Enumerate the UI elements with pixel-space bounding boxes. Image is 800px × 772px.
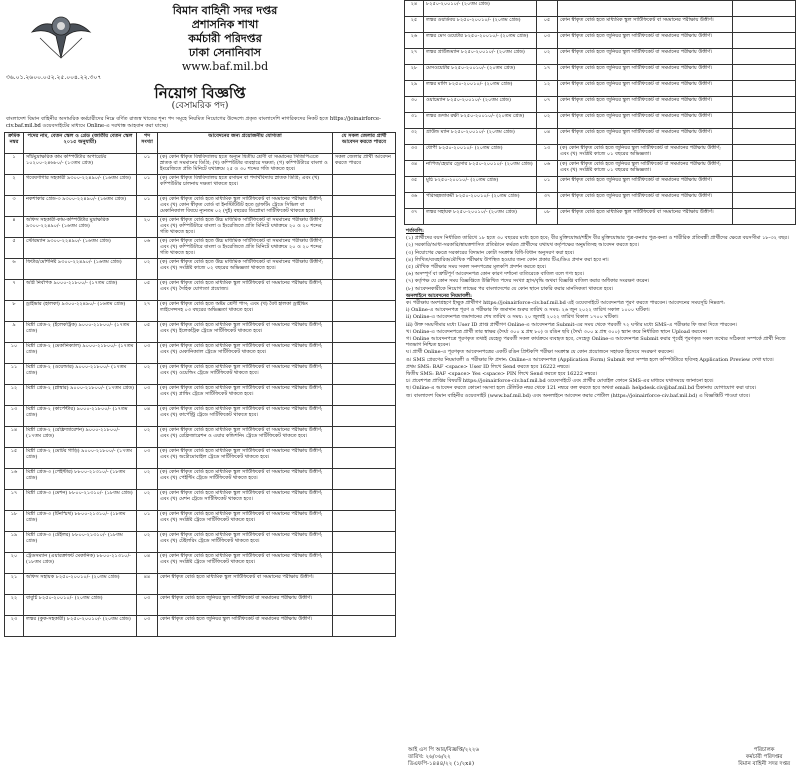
table-row <box>5 427 396 448</box>
cell-qualification: (ক) কোন স্বীকৃত বোর্ড হতে মাধ্যমিক স্কুল সার্টিফিকেট বা সমমানের পরীক্ষায় উত্তীর্ণ; এবং (খ) সংশ্লিষ্ট ট্রেডে সার্টিফিকেট থাকতে হবে। <box>158 553 333 574</box>
cell-district <box>733 81 796 97</box>
table-row <box>5 175 396 196</box>
cell-count: ০২ <box>137 427 158 448</box>
cell-serial: ১৩ <box>5 406 24 427</box>
left-column <box>4 0 396 772</box>
note-item: ii) Online-এ আবেদনপত্র জমাদানের শেষ তারিখ ও সময়: ২০ জুলাই ২০২২ তারিখ বিকাল ১৭০০ ঘটিকা। <box>406 314 619 321</box>
cell-district <box>733 129 796 145</box>
org-website[interactable]: www.baf.mil.bd <box>181 60 269 73</box>
cell-post: স্টোরম্যান ৯৩০০-২২৪৯০/- (১৬তম গ্রেড) <box>24 238 137 259</box>
cell-district <box>333 406 396 427</box>
cell-qualification: (ক) কোন স্বীকৃত বোর্ড হতে মাধ্যমিক স্কুল সার্টিফিকেট বা সমমানের পরীক্ষায় উত্তীর্ণ; এবং (খ) অটোমোবাইল ট্রেডে সার্টিফিকেট থাকতে হবে। <box>158 448 333 469</box>
cell-post: অগ্নি নির্বাপক ৯০০০-২১৮০০/- (১৭তম গ্রেড) <box>24 280 137 301</box>
posts-table-left <box>4 132 396 637</box>
cell-serial: ৩৩ <box>405 145 424 161</box>
cell-post: অফিস সহকারী-কাম-কম্পিউটার মুদ্রাক্ষরিক ৯৩০০-২২৪৯০/- (১৬তম গ্রেড) <box>24 217 137 238</box>
cell-post: গ্রাউন্ড ম্যান ৮২৫০-২০০১০/- (২০তম গ্রেড) <box>424 129 537 145</box>
cell-count: ০১ <box>137 511 158 532</box>
cell-district <box>733 65 796 81</box>
cell-post: লস্কর সহায়ক ৮২৫০-২০০১০/- (২০তম গ্রেড) <box>424 209 537 225</box>
cell-qualification: কোন স্বীকৃত বোর্ড হতে জুনিয়র স্কুল সার্টিফিকেট বা সমমানের পরীক্ষায় উত্তীর্ণ। <box>558 81 733 97</box>
table-row <box>5 553 396 574</box>
reference-line: ডিএফপি-১৪৪৪/২২ (১/২x৪) <box>408 761 474 767</box>
cell-post: মিস্ত্রী গ্রেড-২ (রেফ্রিজারেশন) ৯০০০-২১৮০০/- (১৭তম গ্রেড) <box>24 427 137 448</box>
cell-post: ৮২৫০-২০০১০/- (২০তম গ্রেড) <box>424 1 537 17</box>
cell-post: মিস্ত্রী গ্রেড-২ (ইলেকট্রিক) ৯০০০-২১৮০০/- (১৭তম গ্রেড) <box>24 322 137 343</box>
header-district: যে সকল জেলার প্রার্থী আবেদন করতে পারবে <box>333 133 396 154</box>
table-row <box>405 17 796 33</box>
cell-qualification: (ক) কোন স্বীকৃত বোর্ড হতে মাধ্যমিক স্কুল সার্টিফিকেট বা সমমানের পরীক্ষায় উত্তীর্ণ; এবং (খ) প্লাম্বিং ট্রেডে সার্টিফিকেট থাকতে হবে। <box>158 385 333 406</box>
cell-district <box>733 177 796 193</box>
note-item: (৩) নিয়োগের ক্ষেত্রে সরকারের বিদ্যমান কোটা সংক্রান্ত বিধি-বিধান অনুসরণ করা হবে। <box>406 249 575 256</box>
cell-qualification: (ক) কোন স্বীকৃত বোর্ড হতে মাধ্যমিক স্কুল সার্টিফিকেট বা সমমানের পরীক্ষায় উত্তীর্ণ; এবং (খ) সংশ্লিষ্ট ট্রেডে সার্টিফিকেট থাকতে হবে। <box>158 511 333 532</box>
table-row <box>405 145 796 161</box>
cell-qualification: (ক) কোন স্বীকৃত বিশ্ববিদ্যালয় হতে রসায়ন বা পদার্থবিদ্যায় স্নাতক ডিগ্রি; এবং (খ) কম্পিউটার চালনায় দক্ষতা থাকতে হবে। <box>158 175 333 196</box>
letterhead <box>4 0 396 105</box>
cell-post: লস্কর মালি ৮২৫০-২০০১০/- (২০তম গ্রেড) <box>424 81 537 97</box>
cell-count: ০৬ <box>137 238 158 259</box>
cell-serial: ১৮ <box>5 511 24 532</box>
cell-count: ০১ <box>137 154 158 175</box>
cell-serial: ২৪ <box>405 1 424 17</box>
table-row <box>5 616 396 637</box>
cell-post: মিস্ত্রী গ্রেড-২ (মোটর গাড়ি) ৯০০০-২১৮০০/- (১৭তম গ্রেড) <box>24 448 137 469</box>
note-item: iii) উক্ত সময়সীমার মধ্যে User ID প্রাপ্ত প্রার্থীগণ Online-এ আবেদনপত্র Submit-এর সময় থেকে পরবর্তী ৭২ ঘণ্টার মধ্যে SMS-এ পরীক্ষার ফি জমা দিতে পারবেন। <box>406 321 737 328</box>
table-row <box>5 280 396 301</box>
cell-qualification: কোন স্বীকৃত বোর্ড হতে জুনিয়র স্কুল সার্টিফিকেট বা সমমানের পরীক্ষায় উত্তীর্ণ। <box>558 33 733 49</box>
table-row <box>405 65 796 81</box>
cell-qualification: (ক) কোন স্বীকৃত বোর্ড হতে মাধ্যমিক স্কুল সার্টিফিকেট বা সমমানের পরীক্ষায় উত্তীর্ণ; এবং (খ) রেফ্রিজারেশন ও এয়ার কন্ডিশনিং ট্রেডে সার্টিফিকেট থাকতে হবে। <box>158 427 333 448</box>
cell-serial: ১৯ <box>5 532 24 553</box>
table-row <box>405 177 796 193</box>
cell-serial: ১৭ <box>5 490 24 511</box>
table-row <box>5 196 396 217</box>
cell-qualification: (ক) কোন স্বীকৃত বোর্ড হতে মাধ্যমিক স্কুল সার্টিফিকেট বা সমমানের পরীক্ষায় উত্তীর্ণ; এবং (খ) মেশন ট্রেডে সার্টিফিকেট থাকতে হবে। <box>158 490 333 511</box>
note-item: i) Online-এ আবেদনপত্র পূরণ ও পরীক্ষার ফি জমাদান শুরুর তারিখ ও সময়: ২৬ জুন ২০২২ তারিখ সকাল ১০০০ ঘটিকা। <box>406 307 650 314</box>
table-row <box>5 511 396 532</box>
cell-count: ০১ <box>537 177 558 193</box>
header-serial: ক্রমিক নম্বর <box>5 133 24 154</box>
cell-serial: ২ <box>5 175 24 196</box>
cell-qualification: (ক) কোন স্বীকৃত বোর্ড হতে মাধ্যমিক স্কুল সার্টিফিকেট বা সমমানের পরীক্ষায় উত্তীর্ণ; এবং (খ) ওয়েল্ডিং ট্রেডে সার্টিফিকেট থাকতে হবে। <box>158 364 333 385</box>
signature-line: পরিচালক <box>753 747 775 753</box>
cell-count: ০৩ <box>137 343 158 364</box>
table-row <box>5 406 396 427</box>
header-post: পদের নাম, বেতন স্কেল ও গ্রেড (জাতীয় বেতন স্কেল ২০১৫ অনুযায়ী) <box>24 133 137 154</box>
table-row <box>405 81 796 97</box>
cell-district <box>333 301 396 322</box>
cell-serial: ৩৪ <box>405 161 424 177</box>
table-row <box>5 448 396 469</box>
cell-post: মিস্ত্রী গ্রেড-৩ (পেইন্টার) ৮৮০০-২১৩১০/- (১৮তম গ্রেড) <box>24 469 137 490</box>
cell-post: ধোপী ৮২৫০-২০০১০/- (২০তম গ্রেড) <box>424 145 537 161</box>
cell-district <box>333 511 396 532</box>
cell-serial: ৩৫ <box>405 177 424 193</box>
cell-serial: ৩৬ <box>405 193 424 209</box>
cell-count: ৩৭ <box>537 193 558 209</box>
cell-qualification: (ক) কোন স্বীকৃত বোর্ড হতে অষ্টম শ্রেণী পাস; এবং (খ) বৈধ হালকা ড্রাইভিং লাইসেন্সসহ ০৩ বছরের অভিজ্ঞতা থাকতে হবে। <box>158 301 333 322</box>
note-item: (৫) মৌখিক পরীক্ষার সময় সকল সনদপত্রের মূলকপি প্রদর্শন করতে হবে। <box>406 264 547 271</box>
table-row <box>405 113 796 129</box>
cell-post: ফিটার/মেশিনিষ্ট ৯৩০০-২২৪৯০/- (১৬তম গ্রেড) <box>24 259 137 280</box>
cell-count: ০৩ <box>137 595 158 616</box>
cell-district <box>333 259 396 280</box>
cell-count: ০২ <box>537 49 558 65</box>
cell-district <box>333 238 396 259</box>
reference-line: তারিখ: ২৬/০৬/২২ <box>408 754 451 760</box>
cell-district <box>333 217 396 238</box>
cell-count: ৪৪ <box>137 574 158 595</box>
cell-qualification: (ক) কোন স্বীকৃত বোর্ড হতে মাধ্যমিক স্কুল সার্টিফিকেট বা সমমানের পরীক্ষায় উত্তীর্ণ; এবং (খ) টেইলরিং ট্রেডে সার্টিফিকেট থাকতে হবে। <box>158 532 333 553</box>
cell-serial: ৩ <box>5 196 24 217</box>
table-row <box>405 33 796 49</box>
cell-serial: ৬ <box>5 259 24 280</box>
cell-qualification: কোন স্বীকৃত বোর্ড হতে মাধ্যমিক স্কুল সার্টিফিকেট বা সমমানের পরীক্ষায় উত্তীর্ণ। <box>558 209 733 225</box>
table-row <box>5 301 396 322</box>
cell-qualification: কোন স্বীকৃত বোর্ড হতে জুনিয়র স্কুল সার্টিফিকেট বা সমমানের পরীক্ষায় উত্তীর্ণ। <box>558 177 733 193</box>
cell-qualification: (ক) কোন স্বীকৃত বোর্ড হতে মাধ্যমিক স্কুল সার্টিফিকেট বা সমমানের পরীক্ষায় উত্তীর্ণ; এবং (খ) দৈহিক যোগ্যতা প্রযোজ্য। <box>158 280 333 301</box>
note-item: জ। বাংলাদেশ বিমান বাহিনীর ওয়েবসাইট (www.baf.mil.bd) এবং অনলাইনে আবেদন করার পোর্টাল (https://joinairforce-civ.baf.mil.bd) এ বিজ্ঞপ্তিটি পাওয়া যাবে। <box>406 392 750 399</box>
memo-number: ৩৬.০১.২৬০০.০৫২.২৫.০০৪.২২.৩০৭ <box>6 74 102 81</box>
table-row <box>5 343 396 364</box>
cell-post: ওয়াচম্যান ৮২৫০-২০০১০/- (২০তম গ্রেড) <box>424 97 537 113</box>
note-item: ক। পরীক্ষায় অংশগ্রহণে ইচ্ছুক প্রার্থীগণ https://joinairforce-civ.baf.mil.bd এই ওয়েবসাইটে আবেদনপত্র পূরণ করতে পারবেন। আবেদনের সময়সূচি নিম্নরূপ: <box>406 300 725 307</box>
cell-qualification <box>558 1 733 17</box>
cell-count: ০২ <box>137 490 158 511</box>
org-line: প্রশাসনিক শাখা <box>191 18 259 31</box>
cell-serial: ২৭ <box>405 49 424 65</box>
cell-serial: ৩১ <box>405 113 424 129</box>
right-table-body <box>405 1 796 225</box>
cell-district <box>733 145 796 161</box>
apply-list <box>406 300 794 399</box>
cell-post: লস্কর গুদাম রক্ষী ৮২৫০-২০০১০/- (২০তম গ্রেড) <box>424 113 537 129</box>
note-item: দ্বিতীয় SMS: BAF <space> Yes <space> PIN লিখে Send করতে হবে 16222 নম্বরে। <box>406 371 597 378</box>
cell-qualification: (ক) কোন স্বীকৃত বোর্ড হতে মাধ্যমিক স্কুল সার্টিফিকেট বা সমমানের পরীক্ষায় উত্তীর্ণ; এবং (খ) কোন স্বীকৃত বোর্ড বা ইনস্টিটিউট হতে ড্রাফটিং ট্রেডে সিভিল বা মেকানিক্যাল বিষয়ে ন্যূনতম ০২ (দুই) বছরের ডিপ্লোমা সার্টিফিকেট থাকতে হবে। <box>158 196 333 217</box>
cell-serial: ২২ <box>5 595 24 616</box>
cell-count: ০৩ <box>137 448 158 469</box>
cell-district <box>333 553 396 574</box>
cell-post: গবেষণাগার সহকারী ৯৩০০-২২৪৯০/- (১৬তম গ্রেড) <box>24 175 137 196</box>
table-row <box>5 238 396 259</box>
note-item: ছ। Online-এ আবেদন করতে কোনো সমস্যা হলে টেলিটক নম্বর থেকে 121 নম্বরে কল করতে হবে অথবা email: helpdesk.civ@baf.mil.bd ঠিকানায় যোগাযোগ করা যাবে। <box>406 385 757 392</box>
org-line: বিমান বাহিনী সদর দপ্তর <box>172 4 278 17</box>
table-row <box>405 209 796 225</box>
note-item: খ। Online-এ আবেদনপত্রে প্রার্থী তার স্বাক্ষর (দৈর্ঘ্য ৩০০ x প্রস্থ ৮০) ও রঙিন ছবি (দৈর্ঘ্য ৩০০ x প্রস্থ ৩০০) স্ক্যান করে নির্ধারিত স্থানে Upload করবেন। <box>406 328 708 335</box>
cell-count: ০৩ <box>137 616 158 637</box>
signature-line: কর্মচারী পরিদপ্তর <box>745 754 783 760</box>
cell-count <box>537 1 558 17</box>
cell-qualification: (ক) কোন স্বীকৃত বোর্ড হতে মাধ্যমিক স্কুল সার্টিফিকেট বা সমমানের পরীক্ষায় উত্তীর্ণ; এবং (খ) মেকানিক্যাল ট্রেডে সার্টিফিকেট থাকতে হবে। <box>158 343 333 364</box>
cell-count: ০১ <box>137 196 158 217</box>
cell-district <box>333 280 396 301</box>
table-row <box>5 364 396 385</box>
cell-post: মিস্ত্রী গ্রেড-২ (প্লাম্বার) ৯০০০-২১৮০০/- (১৭তম গ্রেড) <box>24 385 137 406</box>
cell-post: মিস্ত্রী গ্রেড-৩ (টিনস্মিথ) ৮৮০০-২১৩১০/- (১৮তম গ্রেড) <box>24 511 137 532</box>
cell-district <box>733 17 796 33</box>
cell-serial: ৩০ <box>405 97 424 113</box>
cell-post: মিস্ত্রী গ্রেড-২ (ওয়েল্ডার) ৯০০০-২১৮০০/- (১৭তম গ্রেড) <box>24 364 137 385</box>
cell-serial: ৪ <box>5 217 24 238</box>
note-item: গ। Online আবেদনপত্রে পূরণকৃত তথ্যই যেহেতু পরবর্তী সকল কার্যক্রমে ব্যবহৃত হবে, সেহেতু Online-এ আবেদনপত্র Submit করার পূর্বেই পূরণকৃত সকল তথ্যের সঠিকতা সম্পর্কে প্রার্থী নিজে শতভাগ নিশ্চিত হবেন। <box>406 336 786 349</box>
cell-qualification: (ক) কোন স্বীকৃত বোর্ড হতে মাধ্যমিক স্কুল সার্টিফিকেট বা সমমানের পরীক্ষায় উত্তীর্ণ; এবং (খ) কার্পেন্ট্রি ট্রেডে সার্টিফিকেট থাকতে হবে। <box>158 406 333 427</box>
cell-post: নাপিত/হেয়ার ড্রেসার ৮২৫০-২০০১০/- (২০তম গ্রেড) <box>424 161 537 177</box>
note-item: (৬) অসম্পূর্ণ বা ত্রুটিপূর্ণ আবেদনপত্র কোন কারণ দর্শানো ব্যতিরেকে বাতিল বলে গণ্য হবে। <box>406 271 584 278</box>
cell-count: ০৪ <box>537 129 558 145</box>
table-row <box>5 574 396 595</box>
table-row <box>405 97 796 113</box>
cell-district <box>333 343 396 364</box>
cell-serial: ১৬ <box>5 469 24 490</box>
cell-count: ০২ <box>137 364 158 385</box>
table-row <box>5 490 396 511</box>
table-row <box>405 129 796 145</box>
cell-district <box>333 616 396 637</box>
cell-post: মুচি ৮২৫০-২০০১০/- (২০তম গ্রেড) <box>424 177 537 193</box>
cell-post: লস্কর মেস ওয়েটার ৮২৫০-২০০১০/- (২০তম গ্রেড) <box>424 33 537 49</box>
table-row <box>5 469 396 490</box>
signature-block <box>738 747 790 768</box>
cell-count: ০২ <box>137 469 158 490</box>
cell-qualification: (ক) কোন স্বীকৃত বোর্ড হতে জুনিয়র স্কুল সার্টিফিকেট বা সমমানের পরীক্ষায় উত্তীর্ণ; এবং (খ) সংশ্লিষ্ট কাজে ০১ বছরের অভিজ্ঞতা। <box>558 145 733 161</box>
note-item: (১) প্রার্থীদের বয়স নির্ধারিত তারিখে ১৮ হতে ৩০ বছরের মধ্যে হতে হবে; বীর মুক্তিযোদ্ধা/শহীদ বীর মুক্তিযোদ্ধার পুত্র-কন্যার পুত্র-কন্যা ও শারীরিক প্রতিবন্ধী প্রার্থীদের ক্ষেত্রে বয়সসীমা ১৮-৩২ বছর। <box>406 235 789 242</box>
cell-qualification: (ক) কোন স্বীকৃত বোর্ড হতে মাধ্যমিক স্কুল সার্টিফিকেট বা সমমানের পরীক্ষায় উত্তীর্ণ; এবং (খ) পেইন্টিং ট্রেডে সার্টিফিকেট থাকতে হবে। <box>158 469 333 490</box>
cell-serial: ১৫ <box>5 448 24 469</box>
table-row <box>405 161 796 177</box>
cell-qualification: (ক) কোন স্বীকৃত বোর্ড হতে উচ্চ মাধ্যমিক সার্টিফিকেট বা সমমানের পরীক্ষায় উত্তীর্ণ; এবং (খ) কম্পিউটারে বাংলা ও ইংরেজিতে প্রতি মিনিটে যথাক্রমে ২০ ও ২০ শব্দের গতি থাকতে হবে। <box>158 217 333 238</box>
org-line: কর্মচারী পরিদপ্তর <box>188 32 262 45</box>
cell-qualification: কোন স্বীকৃত বোর্ড হতে জুনিয়র স্কুল সার্টিফিকেট বা সমমানের পরীক্ষায় উত্তীর্ণ। <box>558 113 733 129</box>
cell-post: লস্কর ওয়ার্ডবয় ৮২৫০-২০০১০/- (২০তম গ্রেড) <box>424 17 537 33</box>
table-row <box>5 385 396 406</box>
cell-district <box>733 49 796 65</box>
cell-serial: ২৫ <box>405 17 424 33</box>
cell-district <box>333 364 396 385</box>
note-item: চ। প্রবেশপত্র প্রাপ্তির বিষয়টি https://joinairforce-civ.baf.mil.bd ওয়েবসাইটে এবং প্রার্থীর মোবাইল ফোনে SMS-এর মাধ্যমে যথাসময়ে জানানো হবে। <box>406 378 714 385</box>
cell-serial: ১ <box>5 154 24 175</box>
cell-district <box>733 209 796 225</box>
cell-qualification: কোন স্বীকৃত বোর্ড হতে মাধ্যমিক স্কুল সার্টিফিকেট বা সমমানের পরীক্ষায় উত্তীর্ণ। <box>158 574 333 595</box>
cell-count: ০৫ <box>137 280 158 301</box>
note-item: ঘ। প্রার্থী Online-এ পূরণকৃত আবেদনপত্রের একটি রঙিন প্রিন্টকপি পরীক্ষা সংক্রান্ত যে কোন প্রয়োজনে সহায়ক হিসেবে সংরক্ষণ করবেন। <box>406 349 674 356</box>
air-force-emblem-icon <box>30 8 92 62</box>
cell-qualification: কোন স্বীকৃত বোর্ড হতে জুনিয়র স্কুল সার্টিফিকেট বা সমমানের পরীক্ষায় উত্তীর্ণ। <box>558 193 733 209</box>
table-row <box>5 322 396 343</box>
cell-qualification: কোন স্বীকৃত বোর্ড হতে জুনিয়র স্কুল সার্টিফিকেট বা সমমানের পরীক্ষায় উত্তীর্ণ। <box>558 65 733 81</box>
cell-district <box>333 175 396 196</box>
header-count: পদ সংখ্যা <box>137 133 158 154</box>
table-row <box>5 595 396 616</box>
table-row <box>5 259 396 280</box>
cell-count: ২৭ <box>137 301 158 322</box>
table-header-row <box>5 133 396 154</box>
cell-serial: ২৩ <box>5 616 24 637</box>
cell-count: ০৫ <box>537 17 558 33</box>
cell-post: বাবুর্চি ৮২৫০-২০০১০/- (২০তম গ্রেড) <box>24 595 137 616</box>
cell-post: মিস্ত্রী গ্রেড-৩ (মেশন) ৮৮০০-২১৩১০/- (১৮তম গ্রেড) <box>24 490 137 511</box>
cell-district <box>733 97 796 113</box>
note-item: (৪) লিখিত/ব্যবহারিক/মৌখিক পরীক্ষায় উপস্থিত হওয়ার জন্য কোন প্রকার টিএ/ডিএ প্রদান করা হবে না। <box>406 256 609 263</box>
left-table-body <box>5 154 396 637</box>
cell-qualification: (ক) কোন স্বীকৃত বোর্ড হতে উচ্চ মাধ্যমিক সার্টিফিকেট বা সমমানের পরীক্ষায় উত্তীর্ণ; এবং (খ) সংশ্লিষ্ট কাজে ০২ বছরের অভিজ্ঞতা থাকতে হবে। <box>158 259 333 280</box>
cell-serial: ১৪ <box>5 427 24 448</box>
cell-qualification: কোন স্বীকৃত বোর্ড হতে জুনিয়র স্কুল সার্টিফিকেট বা সমমানের পরীক্ষায় উত্তীর্ণ। <box>558 49 733 65</box>
header-qualification: আবেদনের জন্য প্রয়োজনীয় যোগ্যতা <box>158 133 333 154</box>
note-item: (৭) কর্তৃপক্ষ যে কোন সময় বিজ্ঞপ্তিতে উল্লিখিত পদের সংখ্যা হ্রাস/বৃদ্ধি অথবা বিজ্ঞপ্তি বাতিল করার অধিকার সংরক্ষণ করেন। <box>406 278 650 285</box>
cell-qualification: (ক) কোন স্বীকৃত বিশ্ববিদ্যালয় হতে অন্যূন দ্বিতীয় শ্রেণী বা সমমানের সিজিপিএতে স্নাতক বা সমমানের ডিগ্রি; (খ) কম্পিউটার ব্যবহারে দক্ষতা; (গ) কম্পিউটারে বাংলা ও ইংরেজিতে প্রতি মিনিটে যথাক্রমে ২৫ ও ৩০ শব্দের গতি থাকতে হবে। <box>158 154 333 175</box>
cell-count: ০৬ <box>537 161 558 177</box>
cell-post: লস্কর (কুক-সহকারী) ৮২৫০-২০০১০/- (২০তম গ্রেড) <box>24 616 137 637</box>
cell-count: ০৫ <box>137 322 158 343</box>
conditions-section <box>406 228 794 399</box>
cell-serial: ২০ <box>5 553 24 574</box>
cell-serial: ১২ <box>5 385 24 406</box>
cell-qualification: কোন স্বীকৃত বোর্ড হতে জুনিয়র স্কুল সার্টিফিকেট বা সমমানের পরীক্ষায় উত্তীর্ণ। <box>558 97 733 113</box>
cell-count: ০২ <box>137 532 158 553</box>
cell-count: ১৭ <box>537 65 558 81</box>
note-item: ঙ। SMS প্রেরণের নিয়মাবলী ও পরীক্ষার ফি প্রদান: Online-এ আবেদনপত্র (Application Form) Submit করা সম্পন্ন হলে কম্পিউটারে ছবিসহ Application Preview দেখা যাবে। <box>406 356 774 363</box>
note-item: প্রথম SMS: BAF <space> User ID লিখে Send করতে হবে 16222 নম্বরে। <box>406 363 570 370</box>
cell-qualification: কোন স্বীকৃত বোর্ড হতে জুনিয়র স্কুল সার্টিফিকেট বা সমমানের পরীক্ষায় উত্তীর্ণ। <box>158 595 333 616</box>
cell-post: লস্কর গ্রাউন্ডম্যান ৮২৫০-২০০১০/- (২০তম গ্রেড) <box>424 49 537 65</box>
table-row <box>405 193 796 209</box>
cell-district <box>333 469 396 490</box>
cell-count: ১২ <box>537 81 558 97</box>
cell-district <box>333 385 396 406</box>
page-subtitle: (বেসামরিক পদ) <box>171 101 229 111</box>
reference-line: আই এস পি আর/বিজ্ঞপ্তি/২২২৬ <box>408 747 480 753</box>
cell-post: মিস্ত্রী গ্রেড-২ (মেকানিক্যাল) ৯০০০-২১৮০০/- (১৭তম গ্রেড) <box>24 343 137 364</box>
signature-line: বিমান বাহিনী সদর দপ্তর <box>738 761 790 767</box>
cell-district: সকল জেলার প্রার্থী আবেদন করতে পারবে <box>333 154 396 175</box>
intro-text: বাংলাদেশ বিমান বাহিনীর অসামরিক কর্মচারীদের নিম্নে বর্ণিত রাজস্ব খাতের শূন্য পদ সমূহে নিয়মিত নিয়োগের উদ্দেশ্যে প্রকৃত বাংলাদেশি নাগরিকদের নিকট হতে https://joinairforce-civ.baf.mil.bd ওয়েবসাইটের মাধ্যমে Online-এ দরখাস্ত আহবান করা যাচ্ছে। <box>6 116 381 129</box>
table-row <box>5 532 396 553</box>
table-row <box>5 154 396 175</box>
cell-serial: ৩৭ <box>405 209 424 225</box>
cell-district <box>333 532 396 553</box>
cell-serial: ২১ <box>5 574 24 595</box>
page-title: নিয়োগ বিজ্ঞপ্তি <box>154 84 246 102</box>
cell-count: ১৩ <box>537 145 558 161</box>
cell-post: মিস্ত্রী গ্রেড-৩ (টেইলর) ৮৮০০-২১৩১০/- (১৮তম গ্রেড) <box>24 532 137 553</box>
table-row <box>405 1 796 17</box>
cell-count: ০১ <box>137 175 158 196</box>
cell-serial: ১০ <box>5 343 24 364</box>
cell-district <box>333 574 396 595</box>
cell-district <box>733 1 796 17</box>
cell-district <box>733 33 796 49</box>
cell-district <box>333 196 396 217</box>
cell-serial: ৫ <box>5 238 24 259</box>
cell-district <box>333 427 396 448</box>
cell-qualification: (ক) কোন স্বীকৃত বোর্ড হতে জুনিয়র স্কুল সার্টিফিকেট বা সমমানের পরীক্ষায় উত্তীর্ণ; এবং (খ) সংশ্লিষ্ট কাজে ০১ বছরের অভিজ্ঞতা। <box>558 161 733 177</box>
cell-count: ০৭ <box>537 97 558 113</box>
cell-serial: ২৯ <box>405 81 424 97</box>
cell-count: ০২ <box>137 259 158 280</box>
cell-qualification: কোন স্বীকৃত বোর্ড হতে জুনিয়র স্কুল সার্টিফিকেট বা সমমানের পরীক্ষায় উত্তীর্ণ। <box>158 616 333 637</box>
cell-post: নকশাকার গ্রেড-৩ ৯৩০০-২২৪৯০/- (১৬তম গ্রেড) <box>24 196 137 217</box>
cell-qualification: (ক) কোন স্বীকৃত বোর্ড হতে মাধ্যমিক স্কুল সার্টিফিকেট বা সমমানের পরীক্ষায় উত্তীর্ণ; এবং (খ) ইলেকট্রিক ট্রেডে সার্টিফিকেট থাকতে হবে। <box>158 322 333 343</box>
cell-count: ০২ <box>537 113 558 129</box>
cell-count: ০৪ <box>137 553 158 574</box>
cell-serial: ৮ <box>5 301 24 322</box>
cell-serial: ৭ <box>5 280 24 301</box>
cell-district <box>333 595 396 616</box>
cell-district <box>333 322 396 343</box>
reference-block <box>408 747 479 768</box>
cell-district <box>333 490 396 511</box>
table-row <box>405 49 796 65</box>
right-column <box>404 0 796 772</box>
cell-post: ট্রেডসম্যান (এয়ারক্রাফট মেকানিক) ৮৮০০-২১৩১০/- (১৮তম গ্রেড) <box>24 553 137 574</box>
cell-district <box>733 113 796 129</box>
conditions-heading: শর্তাবলি: <box>406 228 424 234</box>
note-item: (২) সরকারি/আধা-সরকারি/স্বায়ত্তশাসিত প্রতিষ্ঠানে কর্মরত প্রার্থীদের যথাযথ কর্তৃপক্ষের অনুমতিসহ আবেদন করতে হবে। <box>406 242 639 249</box>
cell-serial: ৯ <box>5 322 24 343</box>
cell-serial: ৩২ <box>405 129 424 145</box>
org-line: ঢাকা সেনানিবাস <box>189 46 261 59</box>
cell-post: অফিস সহায়ক ৮২৫০-২০০১০/- (২০তম গ্রেড) <box>24 574 137 595</box>
cell-qualification: (ক) কোন স্বীকৃত বোর্ড হতে উচ্চ মাধ্যমিক সার্টিফিকেট বা সমমানের পরীক্ষায় উত্তীর্ণ; এবং (খ) কম্পিউটারে বাংলা ও ইংরেজিতে প্রতি মিনিটে যথাক্রমে ২০ ও ২০ শব্দের গতি থাকতে হবে। <box>158 238 333 259</box>
cell-serial: ১১ <box>5 364 24 385</box>
conditions-list <box>406 235 794 292</box>
table-row <box>5 217 396 238</box>
cell-post: ড্রাইভার (হালকা) ৯৩০০-২২৪৯০/- (১৬তম গ্রেড) <box>24 301 137 322</box>
cell-post: মিস্ত্রী গ্রেড-২ (কার্পেন্টার) ৯০০০-২১৮০০/- (১৭তম গ্রেড) <box>24 406 137 427</box>
cell-count: ০৪ <box>137 406 158 427</box>
cell-serial: ২৮ <box>405 65 424 81</box>
cell-qualification: কোন স্বীকৃত বোর্ড হতে জুনিয়র স্কুল সার্টিফিকেট বা সমমানের পরীক্ষায় উত্তীর্ণ। <box>558 129 733 145</box>
cell-district <box>733 161 796 177</box>
posts-table-right <box>404 0 796 225</box>
cell-count: ২০ <box>137 217 158 238</box>
apply-heading: অনলাইনে আবেদনের নিয়মাবলী: <box>406 292 472 299</box>
cell-count: ০৩ <box>137 385 158 406</box>
cell-post: সাঁটমুদ্রাক্ষরিক কাম কম্পিউটার অপারেটর ১০২০০-২৪৬৮০/- (১৩তম গ্রেড) <box>24 154 137 175</box>
cell-district <box>333 448 396 469</box>
cell-post: মেসওয়েটার ৮২৫০-২০০১০/- (২০তম গ্রেড) <box>424 65 537 81</box>
cell-count: ০৩ <box>537 33 558 49</box>
cell-serial: ২৬ <box>405 33 424 49</box>
cell-qualification: কোন স্বীকৃত বোর্ড হতে মাধ্যমিক স্কুল সার্টিফিকেট বা সমমানের পরীক্ষায় উত্তীর্ণ। <box>558 17 733 33</box>
cell-count: ০৮ <box>537 209 558 225</box>
organization-name <box>94 4 356 74</box>
cell-district <box>733 193 796 209</box>
note-item: (৮) আবেদনকারীকে নিয়োগ লাভের পর বাংলাদেশের যে কোন স্থানে চাকরি করার মানসিকতা থাকতে হবে। <box>406 285 614 292</box>
cell-post: পরিচ্ছন্নতাকর্মী ৮২৫০-২০০১০/- (২০তম গ্রেড) <box>424 193 537 209</box>
